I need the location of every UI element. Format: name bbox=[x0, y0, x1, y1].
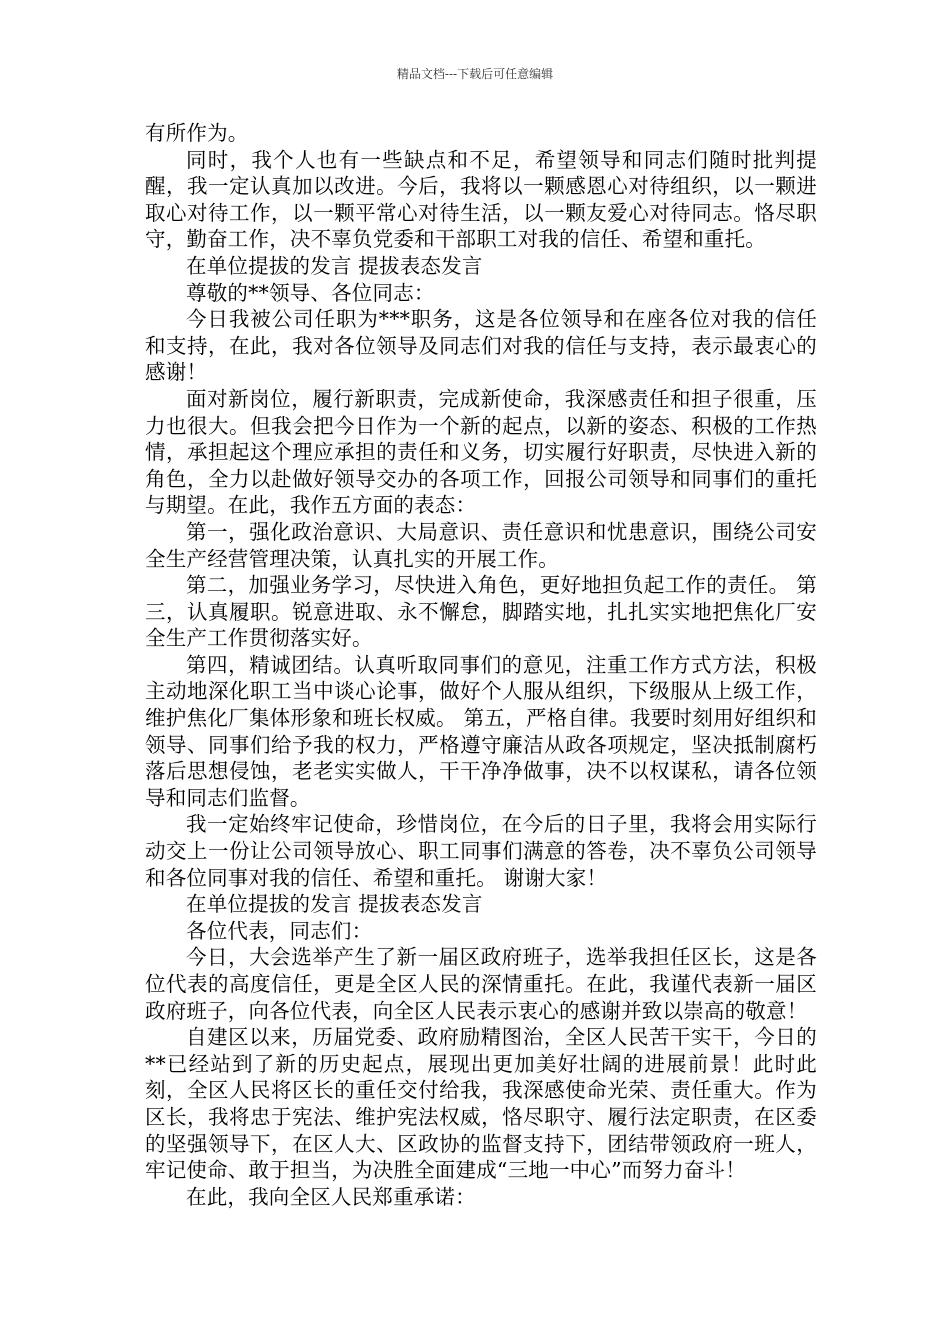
paragraph: 今日我被公司任职为***职务，这是各位领导和在座各位对我的信任和支持，在此，我对各位领导及同志们对我的信任与支持，表示最衷心的感谢！ bbox=[145, 307, 817, 385]
document-body bbox=[145, 120, 817, 1210]
paragraph: 第一，强化政治意识、大局意识、责任意识和忧患意识，围绕公司安全生产经营管理决策，认真扎实的开展工作。 bbox=[145, 519, 817, 571]
section-heading: 在单位提拔的发言 提拔表态发言 bbox=[186, 892, 483, 917]
paragraph: 同时，我个人也有一些缺点和不足，希望领导和同志们随时批判提醒，我一定认真加以改进。今后，我将以一颗感恩心对待组织，以一颗进取心对待工作，以一颗平常心对待生活，以一颗友爱心对待同志。恪尽职守，勤奋工作，决不辜负党委和干部职工对我的信任、希望和重托。 bbox=[145, 147, 817, 252]
paragraph: 我一定始终牢记使命，珍惜岗位，在今后的日子里，我将会用实际行动交上一份让公司领导放心、职工同事们满意的答卷，决不辜负公司领导和各位同事对我的信任、希望和重托。 谢谢大家！ bbox=[145, 812, 817, 890]
paragraph: 自建区以来，历届党委、政府励精图治，全区人民苦干实干，今日的**已经站到了新的历史起点，展现出更加美好壮阔的进展前景！此时此刻，全区人民将区长的重任交付给我，我深感使命光荣、责任重大。作为区长，我将忠于宪法、维护宪法权威，恪尽职守、履行法定职责，在区委的坚强领导下，在区人大、区政协的监督支持下，团结带领政府一班人，牢记使命、敢于担当，为决胜全面建成“三地一中心”而努力奋斗！ bbox=[145, 1025, 817, 1183]
paragraph: 在此，我向全区人民郑重承诺： bbox=[186, 1184, 476, 1209]
paragraph: 第二，加强业务学习，尽快进入角色，更好地担负起工作的责任。 第三，认真履职。锐意进取、永不懈怠，脚踏实地，扎扎实实地把焦化厂安全生产工作贯彻落实好。 bbox=[145, 573, 817, 651]
page-header: 精品文档---下载后可任意编辑 bbox=[396, 67, 554, 81]
paragraph: 今日，大会选举产生了新一届区政府班子，选举我担任区长，这是各位代表的高度信任，更是全区人民的深情重托。在此，我谨代表新一届区政府班子，向各位代表，向全区人民表示衷心的感谢并致以崇高的敬意！ bbox=[145, 945, 817, 1023]
salutation: 各位代表，同志们： bbox=[186, 918, 373, 943]
paragraph: 有所作为。 bbox=[145, 121, 249, 145]
paragraph: 面对新岗位，履行新职责，完成新使命，我深感责任和担子很重，压力也很大。但我会把今日作为一个新的起点，以新的姿态、积极的工作热情，承担起这个理应承担的责任和义务，切实履行好职责，尽快进入新的角色，全力以赴做好领导交办的各项工作，回报公司领导和同事们的重托与期望。在此，我作五方面的表态： bbox=[145, 386, 817, 518]
section-heading: 在单位提拔的发言 提拔表态发言 bbox=[186, 253, 483, 278]
salutation: 尊敬的**领导、各位同志： bbox=[186, 280, 435, 305]
paragraph: 第四，精诚团结。认真听取同事们的意见，注重工作方式方法，积极主动地深化职工当中谈心论事，做好个人服从组织，下级服从上级工作，维护焦化厂集体形象和班长权威。 第五，严格自律。我要时刻用好组织和领导、同事们给予我的权力，严格遵守廉洁从政各项规定，坚决抵制腐朽落后思想侵蚀，老老实实做人，干干净净做事，决不以权谋私，请各位领导和同志们监督。 bbox=[145, 652, 817, 810]
